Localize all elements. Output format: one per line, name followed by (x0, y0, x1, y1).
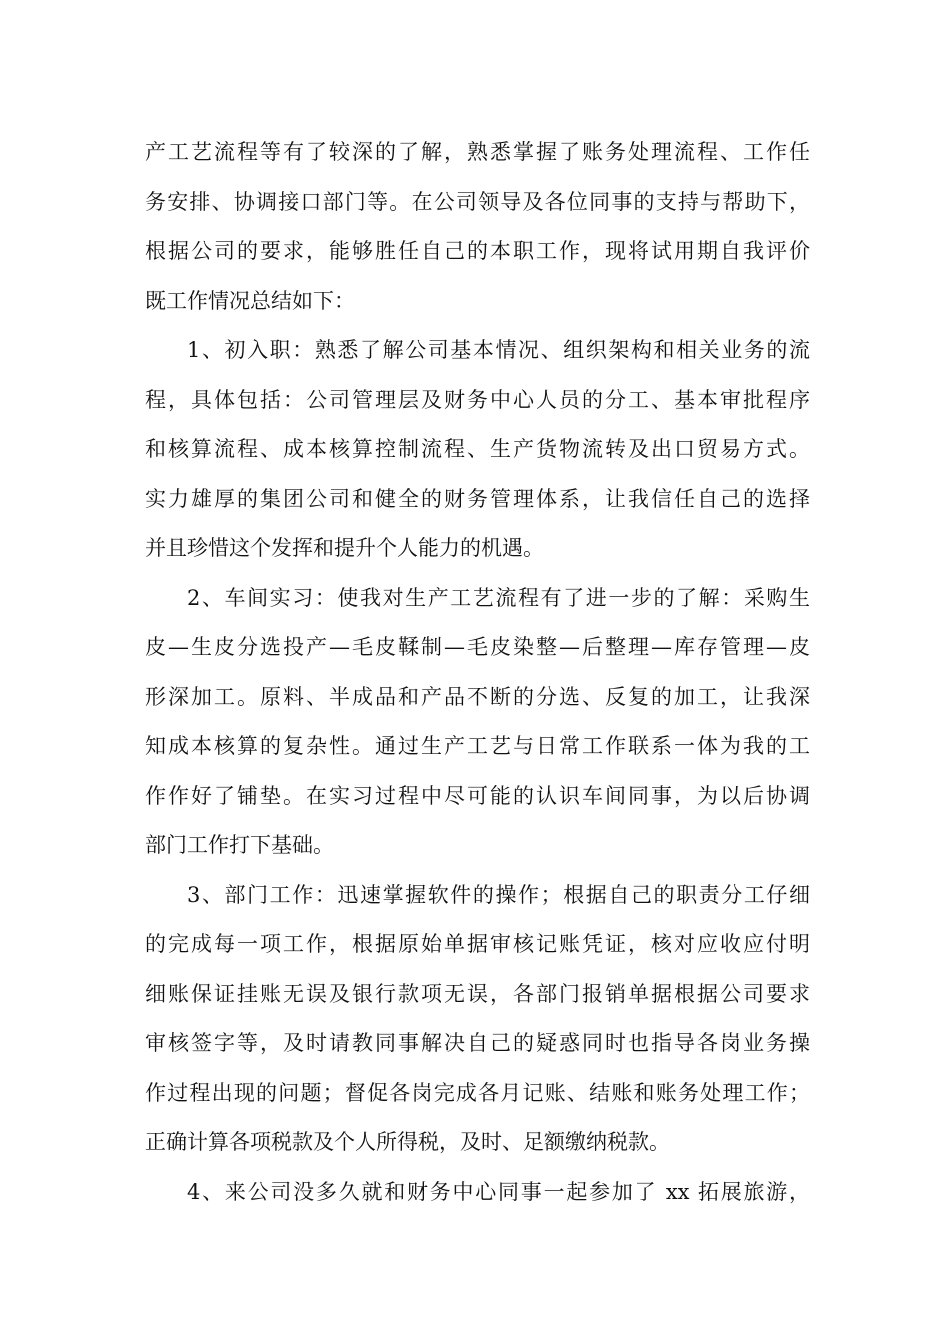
text-line: 程，具体包括：公司管理层及财务中心人员的分工、基本审批程序 (145, 387, 810, 412)
text-line: 实力雄厚的集团公司和健全的财务管理体系，让我信任自己的选择 (145, 486, 810, 511)
paragraph-4-start: 4、来公司没多久就和财务中心同事一起参加了 xx 拓展旅游， (187, 1179, 810, 1204)
text-line: 作作好了铺垫。在实习过程中尽可能的认识车间同事，为以后协调 (145, 783, 810, 808)
paragraph-2-start: 2、车间实习：使我对生产工艺流程有了进一步的了解：采购生 (187, 585, 810, 610)
text-line: 形深加工。原料、半成品和产品不断的分选、反复的加工，让我深 (145, 684, 810, 709)
paragraph-3-start: 3、部门工作：迅速掌握软件的操作；根据自己的职责分工仔细 (187, 882, 810, 907)
text-line: 作过程出现的问题；督促各岗完成各月记账、结账和账务处理工作； (145, 1080, 810, 1105)
text-line: 务安排、协调接口部门等。在公司领导及各位同事的支持与帮助下， (145, 189, 810, 214)
text-line: 并且珍惜这个发挥和提升个人能力的机遇。 (145, 536, 544, 560)
text-line: 知成本核算的复杂性。通过生产工艺与日常工作联系一体为我的工 (145, 734, 810, 758)
text-line: 产工艺流程等有了较深的了解，熟悉掌握了账务处理流程、工作任 (145, 140, 810, 164)
text-line: 细账保证挂账无误及银行款项无误，各部门报销单据根据公司要求 (145, 981, 810, 1006)
text-line: 和核算流程、成本核算控制流程、生产货物流转及出口贸易方式。 (145, 437, 810, 461)
text-line: 审核签字等，及时请教同事解决自己的疑惑同时也指导各岗业务操 (145, 1031, 810, 1055)
text-line: 皮—生皮分选投产—毛皮鞣制—毛皮染整—后整理—库存管理—皮 (145, 635, 810, 659)
text-line: 正确计算各项税款及个人所得税，及时、足额缴纳税款。 (145, 1130, 670, 1154)
document-body (145, 128, 810, 1217)
paragraph-1-start: 1、初入职：熟悉了解公司基本情况、组织架构和相关业务的流 (187, 338, 810, 362)
text-line: 根据公司的要求，能够胜任自己的本职工作，现将试用期自我评价 (145, 239, 810, 263)
text-line: 的完成每一项工作，根据原始单据审核记账凭证，核对应收应付明 (145, 932, 810, 956)
text-line: 既工作情况总结如下： (145, 288, 355, 313)
text-line: 部门工作打下基础。 (145, 833, 334, 857)
